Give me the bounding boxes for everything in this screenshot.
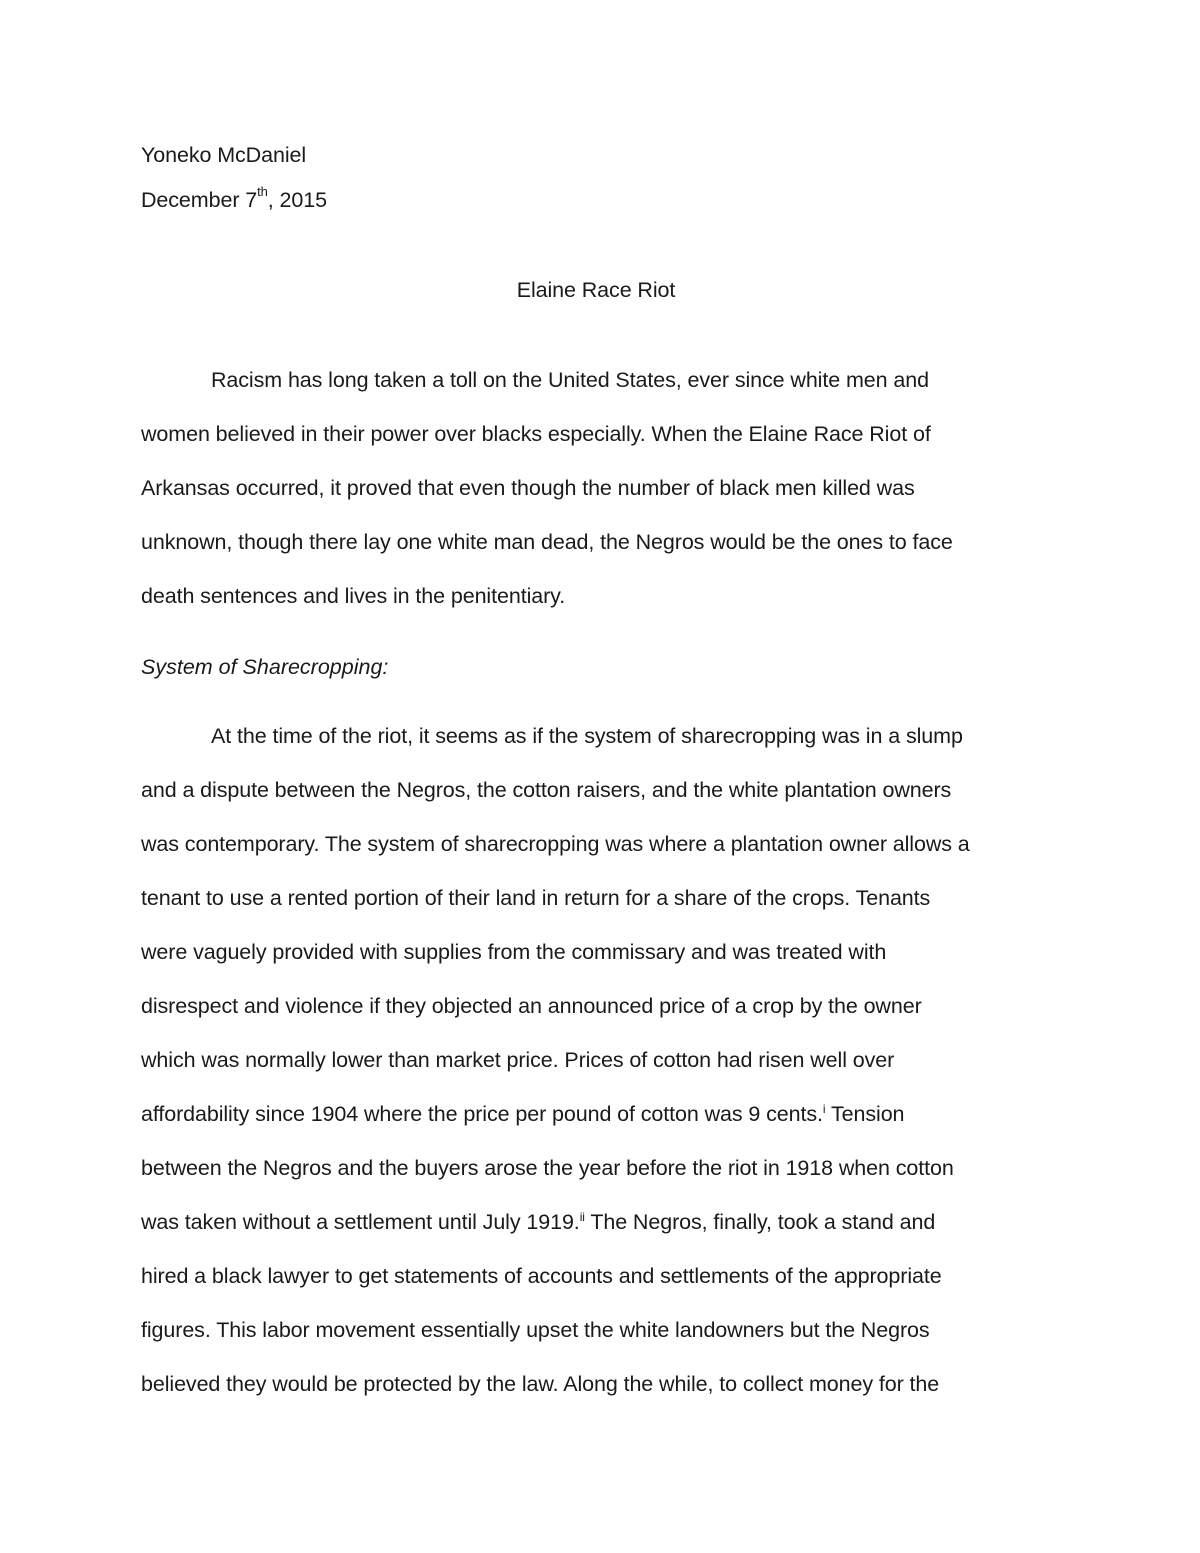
date-superscript: th <box>257 183 268 199</box>
paragraph2-text: The Negros, finally, took a stand and <box>584 1210 936 1234</box>
paragraph2-line-with-footnote <box>141 1210 935 1235</box>
paragraph2-line: were vaguely provided with supplies from the commissary and was treated with <box>141 940 887 964</box>
section-heading: System of Sharecropping: <box>141 655 389 679</box>
document-title: Elaine Race Riot <box>516 278 676 302</box>
paragraph1-line: Racism has long taken a toll on the United States, ever since white men and <box>211 368 929 392</box>
paragraph2-line: between the Negros and the buyers arose the year before the riot in 1918 when cotton <box>141 1156 954 1180</box>
paragraph2-text: was taken without a settlement until July 1919. <box>141 1210 580 1234</box>
paragraph2-line: At the time of the riot, it seems as if the system of sharecropping was in a slump <box>211 724 963 748</box>
paragraph2-line: tenant to use a rented portion of their land in return for a share of the crops. Tenants <box>141 886 931 910</box>
paragraph2-line: figures. This labor movement essentially upset the white landowners but the Negros <box>141 1318 930 1342</box>
paragraph1-line: Arkansas occurred, it proved that even though the number of black men killed was <box>141 476 915 500</box>
paragraph1-line: women believed in their power over blacks especially. When the Elaine Race Riot of <box>141 422 931 446</box>
footnote-marker[interactable]: ii <box>579 1210 585 1224</box>
paragraph2-line-with-footnote <box>141 1102 904 1127</box>
paragraph2-text: affordability since 1904 where the price per pound of cotton was 9 cents. <box>141 1102 823 1126</box>
document-date <box>141 183 1071 213</box>
paragraph2-line: hired a black lawyer to get statements of accounts and settlements of the appropriate <box>141 1264 942 1288</box>
paragraph2-line: was contemporary. The system of sharecropping was where a plantation owner allows a <box>141 832 970 856</box>
footnote-marker[interactable]: i <box>822 1102 826 1116</box>
author-name: Yoneko McDaniel <box>141 143 307 167</box>
date-rest: , 2015 <box>267 188 327 212</box>
date-main: December 7 <box>141 188 258 212</box>
paragraph1-line: death sentences and lives in the penitentiary. <box>141 584 566 608</box>
paragraph2-text: Tension <box>831 1102 905 1126</box>
paragraph2-line: and a dispute between the Negros, the cotton raisers, and the white plantation owners <box>141 778 952 802</box>
paragraph2-line: disrespect and violence if they objected an announced price of a crop by the owner <box>141 994 922 1018</box>
paragraph2-line: believed they would be protected by the law. Along the while, to collect money for the <box>141 1372 940 1396</box>
paragraph2-line: which was normally lower than market price. Prices of cotton had risen well over <box>141 1048 895 1072</box>
paragraph1-line: unknown, though there lay one white man dead, the Negros would be the ones to face <box>141 530 953 554</box>
